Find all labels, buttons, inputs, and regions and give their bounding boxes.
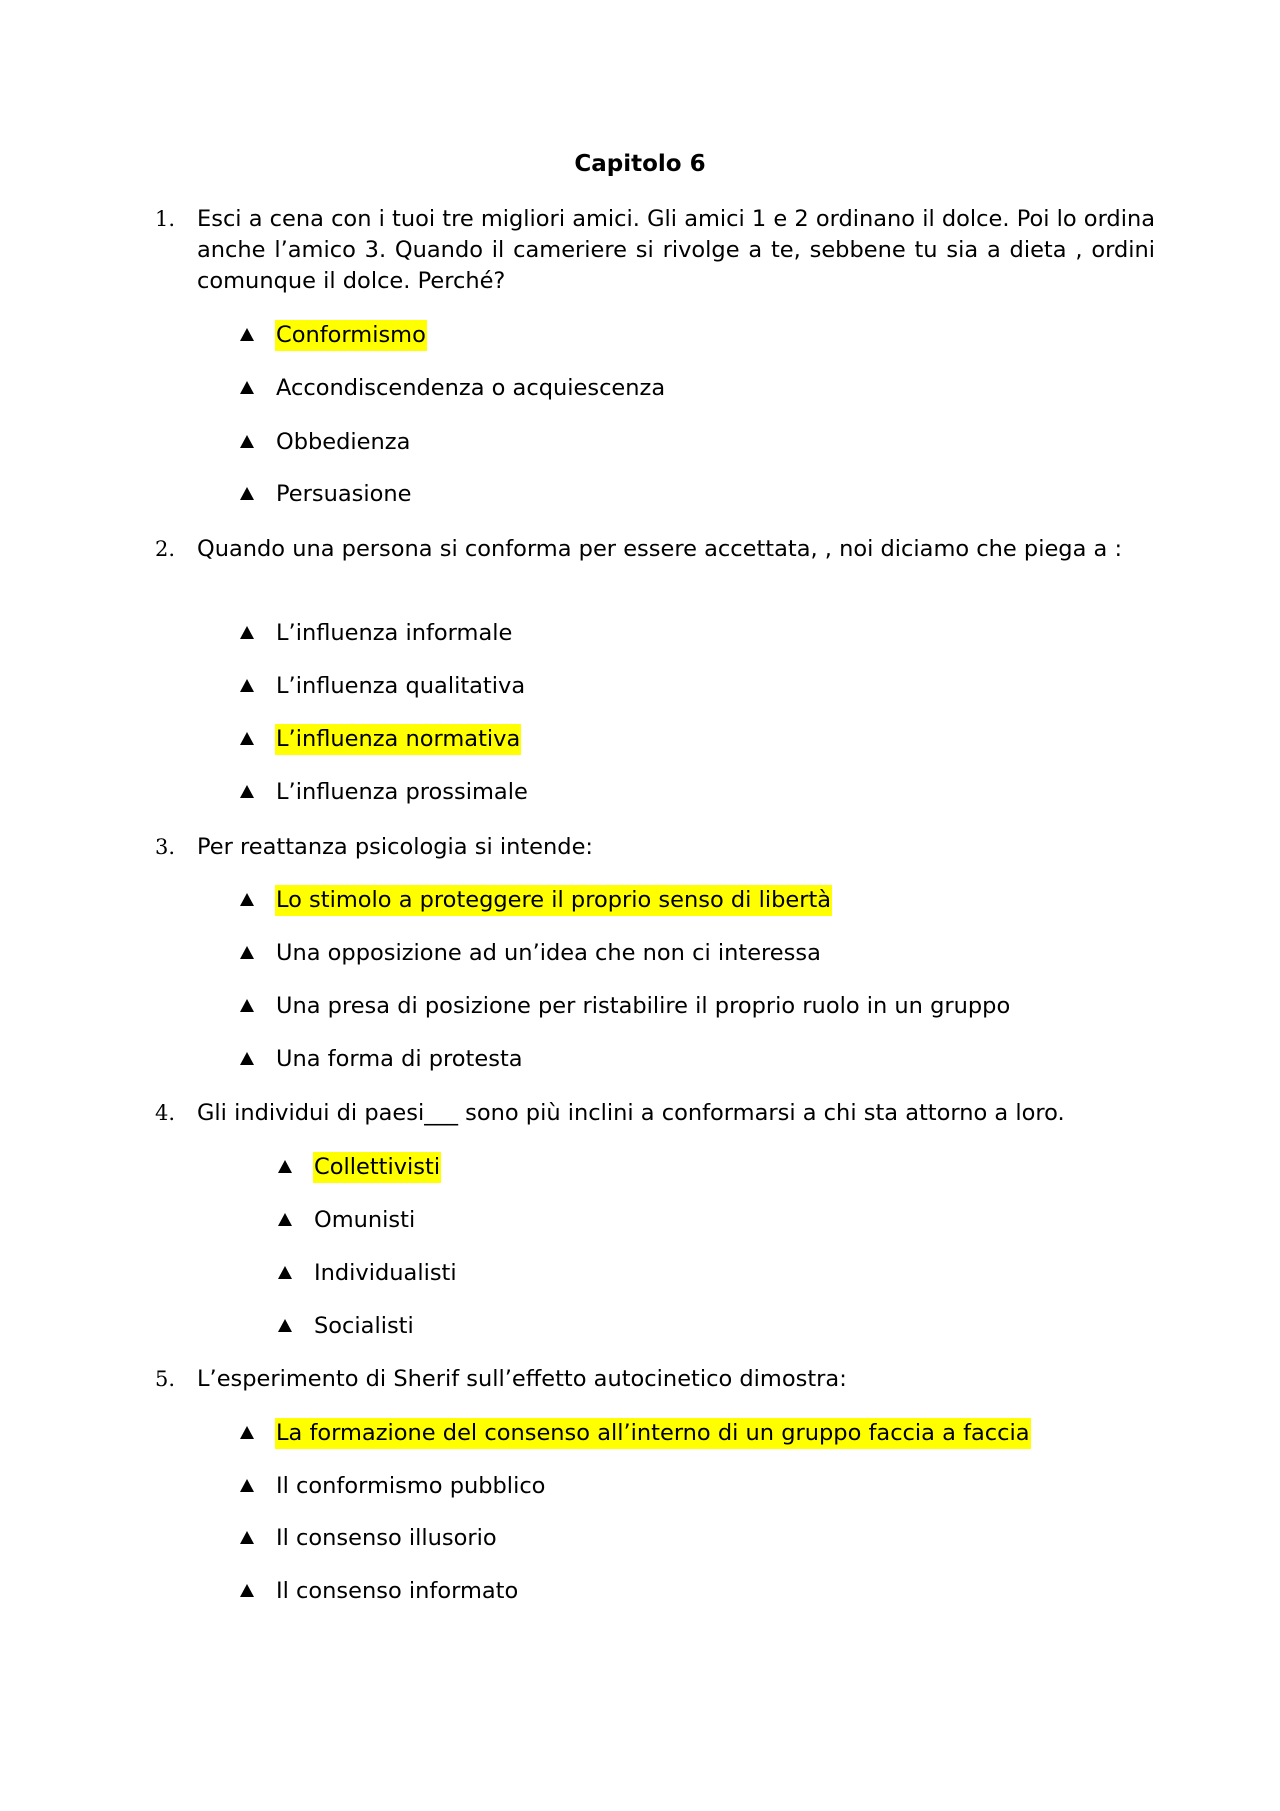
- option-text-highlighted: L’influenza normativa: [275, 724, 521, 755]
- triangle-bullet-icon: [278, 1266, 292, 1279]
- question-2: [155, 534, 1155, 598]
- triangle-bullet-icon: [240, 1426, 254, 1439]
- option-text: Socialisti: [314, 1313, 414, 1339]
- triangle-bullet-icon: [240, 1052, 254, 1065]
- option-text: L’influenza informale: [276, 620, 513, 646]
- triangle-bullet-icon: [240, 381, 254, 394]
- option-text-highlighted: Lo stimolo a proteggere il proprio senso di libertà: [275, 885, 832, 916]
- triangle-bullet-icon: [240, 626, 254, 639]
- question-text: Per reattanza psicologia si intende:: [197, 834, 593, 860]
- option-text: Persuasione: [276, 481, 412, 507]
- question-number: 1.: [155, 207, 176, 231]
- triangle-bullet-icon: [240, 732, 254, 745]
- question-3: [155, 832, 1155, 864]
- question-text: Gli individui di paesi___ sono più inclini a conformarsi a chi sta attorno a loro.: [197, 1100, 1065, 1126]
- question-number: 2.: [155, 537, 176, 561]
- triangle-bullet-icon: [240, 1531, 254, 1544]
- option-text: Individualisti: [314, 1260, 457, 1286]
- option-text: Una forma di protesta: [276, 1046, 523, 1072]
- triangle-bullet-icon: [240, 328, 254, 341]
- question-number: 4.: [155, 1101, 176, 1125]
- option-text-highlighted: La formazione del consenso all’interno di un gruppo faccia a faccia: [275, 1418, 1031, 1449]
- option-text: Accondiscendenza o acquiescenza: [276, 375, 666, 401]
- option-text: Una opposizione ad un’idea che non ci interessa: [276, 940, 821, 966]
- question-4: [155, 1098, 1155, 1130]
- option-text: Il conformismo pubblico: [276, 1473, 546, 1499]
- question-number: 5.: [155, 1367, 176, 1391]
- question-text: L’esperimento di Sherif sull’effetto autocinetico dimostra:: [197, 1366, 847, 1392]
- option-text: Una presa di posizione per ristabilire il proprio ruolo in un gruppo: [276, 993, 1011, 1019]
- triangle-bullet-icon: [240, 946, 254, 959]
- triangle-bullet-icon: [240, 679, 254, 692]
- page-title: Capitolo 6: [574, 151, 706, 177]
- triangle-bullet-icon: [240, 487, 254, 500]
- triangle-bullet-icon: [278, 1319, 292, 1332]
- question-1: [155, 204, 1155, 299]
- option-text: Il consenso informato: [276, 1578, 519, 1604]
- triangle-bullet-icon: [278, 1160, 292, 1173]
- triangle-bullet-icon: [240, 893, 254, 906]
- triangle-bullet-icon: [240, 435, 254, 448]
- question-text: Quando una persona si conforma per essere accettata, , noi diciamo che piega a :: [197, 536, 1123, 562]
- triangle-bullet-icon: [240, 785, 254, 798]
- triangle-bullet-icon: [240, 1479, 254, 1492]
- triangle-bullet-icon: [240, 999, 254, 1012]
- option-text: L’influenza prossimale: [276, 779, 528, 805]
- question-5: [155, 1364, 1155, 1396]
- triangle-bullet-icon: [278, 1213, 292, 1226]
- option-text-highlighted: Conformismo: [275, 320, 427, 351]
- question-text: Esci a cena con i tuoi tre migliori amici. Gli amici 1 e 2 ordinano il dolce. Poi lo ordina anche l’amico 3. Quando il cameriere si rivolge a te, sebbene tu sia a dieta , ordini comunque il dolce. Perché?: [197, 206, 1156, 294]
- option-text: L’influenza qualitativa: [276, 673, 526, 699]
- question-number: 3.: [155, 835, 176, 859]
- triangle-bullet-icon: [240, 1584, 254, 1597]
- option-text: Il consenso illusorio: [276, 1525, 497, 1551]
- option-text-highlighted: Collettivisti: [313, 1152, 441, 1183]
- option-text: Omunisti: [314, 1207, 416, 1233]
- option-text: Obbedienza: [276, 429, 411, 455]
